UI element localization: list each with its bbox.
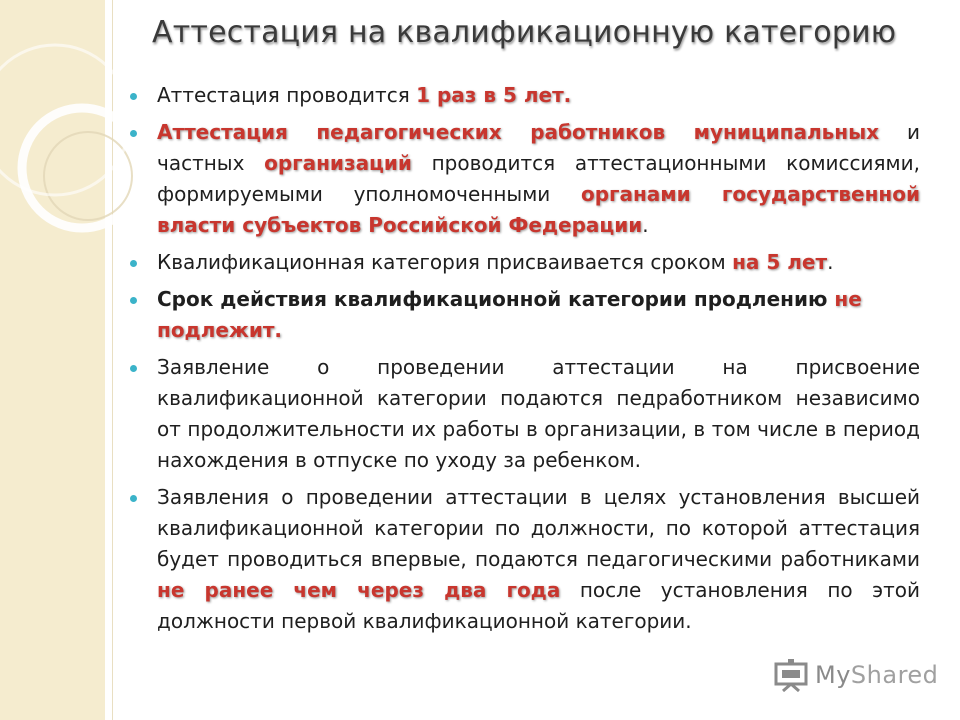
- bullet-highlight: на 5 лет: [732, 250, 828, 274]
- bullet-text: Заявления о проведении аттестации в целях установления высшей квалификационной категории по должности, по которой аттестация будет проводиться впервые, подаются педагогическими работниками: [157, 485, 920, 571]
- bullet-bold-text: Срок действия квалификационной категории продлению: [157, 287, 835, 311]
- bullet-text: проводится аттестационными комиссиями, формируемыми уполномоченными: [157, 151, 920, 206]
- watermark-text: [815, 661, 938, 689]
- bullet-text: .: [827, 250, 834, 274]
- bullet-item: [130, 80, 920, 111]
- bullet-text: .: [642, 213, 649, 237]
- bullet-item: [130, 247, 920, 278]
- bullet-text: и частных: [157, 120, 920, 175]
- presentation-board-icon: [773, 658, 809, 692]
- slide-title: Аттестация на квалификационную категорию: [152, 15, 897, 50]
- bullet-item: [130, 117, 920, 241]
- bullet-text: Квалификационная категория присваивается сроком: [157, 250, 733, 274]
- bullet-highlight: не подлежит.: [157, 287, 862, 342]
- bullet-item: [130, 284, 920, 346]
- bullet-highlight: органами государственной власти субъектов Российской Федерации: [157, 182, 920, 237]
- bullet-item: [130, 482, 920, 637]
- bullet-highlight: организаций: [264, 151, 412, 175]
- slide-content: [130, 80, 920, 643]
- decorative-circles: [0, 0, 140, 320]
- watermark-text-a: My: [815, 661, 851, 689]
- bullet-text: после установления по этой должности первой квалификационной категории.: [157, 578, 921, 633]
- bullet-highlight: Аттестация педагогических работников муниципальных: [157, 120, 880, 144]
- bullet-text: Заявление о проведении аттестации на присвоение квалификационной категории подаются педработником независимо от продолжительности их работы в организации, в том числе в период нахождения в отпуске по уходу за ребенком.: [157, 355, 920, 472]
- bullet-text: Аттестация проводится: [157, 83, 417, 107]
- watermark-text-b: Shared: [850, 661, 939, 689]
- bullet-item: [130, 352, 920, 476]
- mysharedwatermark: [773, 655, 938, 695]
- bullet-highlight: не ранее чем через два года: [157, 578, 561, 602]
- bullet-highlight: 1 раз в 5 лет.: [416, 83, 572, 107]
